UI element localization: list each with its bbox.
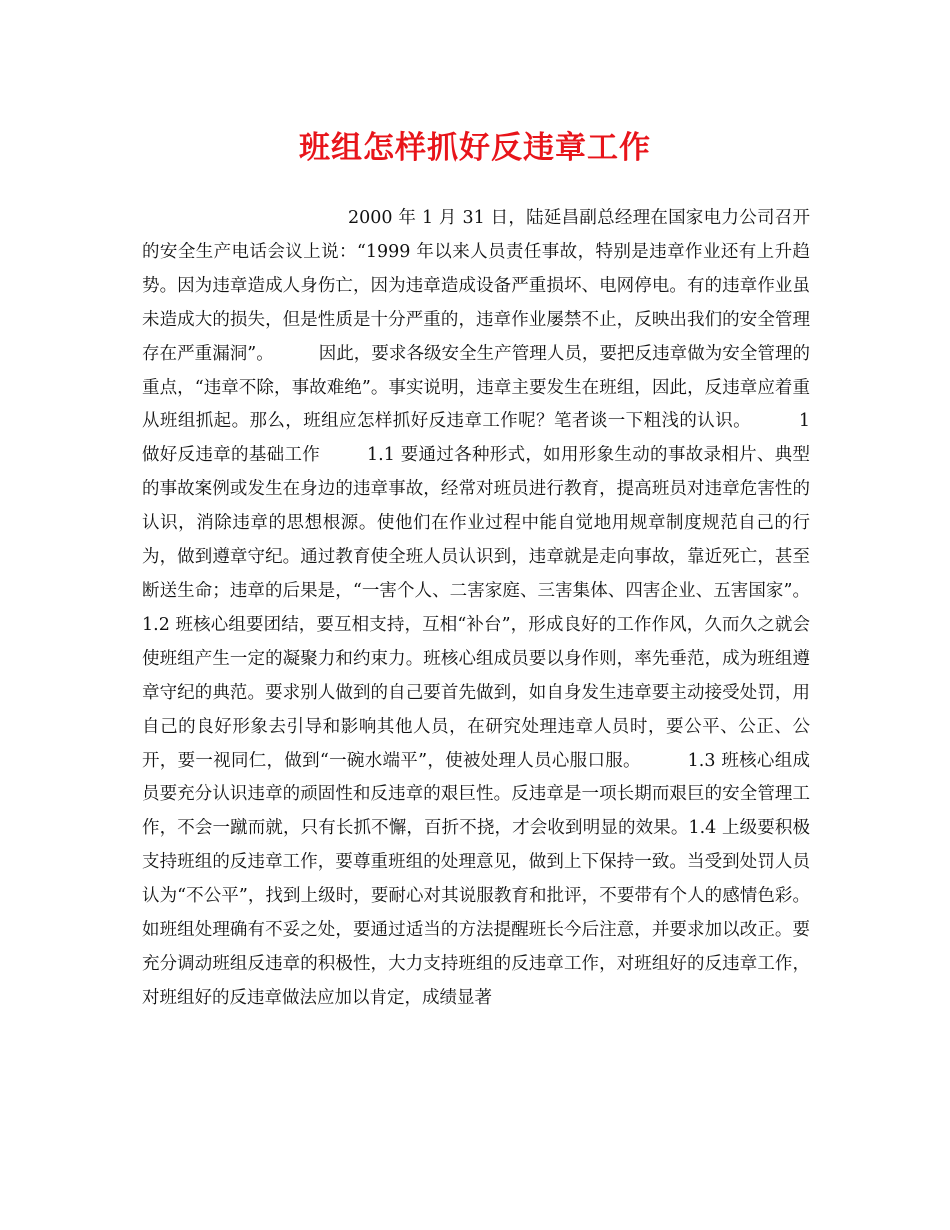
document-title: 班组怎样抓好反违章工作 — [299, 130, 651, 166]
document-body: 2000 年 1 月 31 日，陆延昌副总经理在国家电力公司召开的安全生产电话会议上说：“1999 年以来人员责任事故，特别是违章作业还有上升趋势。因为违章造成人身伤亡，因为违章造成设备严重损坏、电网停电。有的违章作业虽未造成大的损失，但是性质是十分严重的，违章作业屡禁不止，反映出我们的安全管理存在严重漏洞”。 因此，要求各级安全生产管理人员，要把反违章做为安全管理的重点，“违章不除，事故难绝”。事实说明，违章主要发生在班组，因此，反违章应着重从班组抓起。那么，班组应怎样抓好反违章工作呢？笔者谈一下粗浅的认识。 1 做好反违章的基础工作 1.1 要通过各种形式，如用形象生动的事故录相片、典型的事故案例或发生在身边的违章事故，经常对班员进行教育，提高班员对违章危害性的认识，消除违章的思想根源。使他们在作业过程中能自觉地用规章制度规范自己的行为，做到遵章守纪。通过教育使全班人员认识到，违章就是走向事故，靠近死亡，甚至断送生命；违章的后果是，“一害个人、二害家庭、三害集体、四害企业、五害国家”。 1.2 班核心组要团结，要互相支持，互相“补台”，形成良好的工作作风，久而久之就会使班组产生一定的凝聚力和约束力。班核心组成员要以身作则，率先垂范，成为班组遵章守纪的典范。要求别人做到的自己要首先做到，如自身发生违章要主动接受处罚，用自己的良好形象去引导和影响其他人员，在研究处理违章人员时，要公平、公正、公开，要一视同仁，做到“一碗水端平”，使被处理人员心服口服。 1.3 班核心组成员要充分认识违章的顽固性和反违章的艰巨性。反违章是一项长期而艰巨的安全管理工作，不会一蹴而就，只有长抓不懈，百折不挠，才会收到明显的效果。1.4 上级要积极支持班组的反违章工作，要尊重班组的处理意见，做到上下保持一致。当受到处罚人员认为“不公平”，找到上级时，要耐心对其说服教育和批评，不要带有个人的感情色彩。如班组处理确有不妥之处，要通过适当的方法提醒班长今后注意，并要求加以改正。要充分调动班组反违章的积极性，大力支持班组的反违章工作，对班组好的反违章工作，对班组好的反违章做法应加以肯定，成绩显著 — [142, 208, 855, 1008]
